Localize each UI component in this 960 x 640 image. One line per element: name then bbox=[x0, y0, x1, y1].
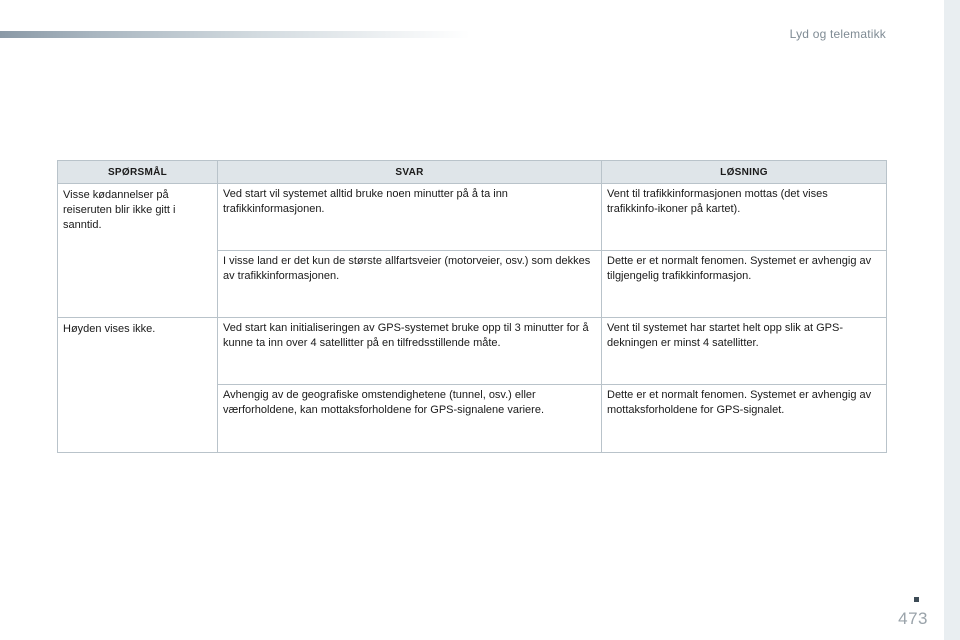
solution-cell: Vent til trafikkinformasjonen mottas (det vises trafikkinfo-ikoner på kartet). bbox=[602, 184, 887, 251]
answer-cell: Ved start kan initialiseringen av GPS-systemet bruke opp til 3 minutter for å kunne ta inn over 4 satellitter på en tilfredsstillende måte. bbox=[218, 318, 602, 385]
solution-cell: Dette er et normalt fenomen. Systemet er avhengig av tilgjengelig trafikkinformasjon. bbox=[602, 251, 887, 318]
faq-table bbox=[57, 160, 887, 453]
solution-cell: Vent til systemet har startet helt opp slik at GPS-dekningen er minst 4 satellitter. bbox=[602, 318, 887, 385]
header-decorative-bar bbox=[0, 31, 470, 38]
table-row bbox=[58, 318, 887, 385]
section-title: Lyd og telematikk bbox=[789, 27, 886, 41]
page-marker-square bbox=[914, 597, 919, 602]
page-edge-strip bbox=[944, 0, 960, 640]
question-cell: Høyden vises ikke. bbox=[58, 318, 218, 453]
answer-cell: I visse land er det kun de største allfartsveier (motorveier, osv.) som dekkes av trafikkinformasjonen. bbox=[218, 251, 602, 318]
table-row bbox=[58, 184, 887, 251]
column-header-answer: SVAR bbox=[218, 161, 602, 184]
answer-cell: Avhengig av de geografiske omstendighetene (tunnel, osv.) eller værforholdene, kan mottaksforholdene for GPS-signalene variere. bbox=[218, 385, 602, 453]
column-header-solution: LØSNING bbox=[602, 161, 887, 184]
column-header-question: SPØRSMÅL bbox=[58, 161, 218, 184]
solution-cell: Dette er et normalt fenomen. Systemet er avhengig av mottaksforholdene for GPS-signalet. bbox=[602, 385, 887, 453]
page-number: 473 bbox=[898, 609, 928, 628]
table-header-row bbox=[58, 161, 887, 184]
answer-cell: Ved start vil systemet alltid bruke noen minutter på å ta inn trafikkinformasjonen. bbox=[218, 184, 602, 251]
question-cell: Visse kødannelser på reiseruten blir ikke gitt i sanntid. bbox=[58, 184, 218, 318]
